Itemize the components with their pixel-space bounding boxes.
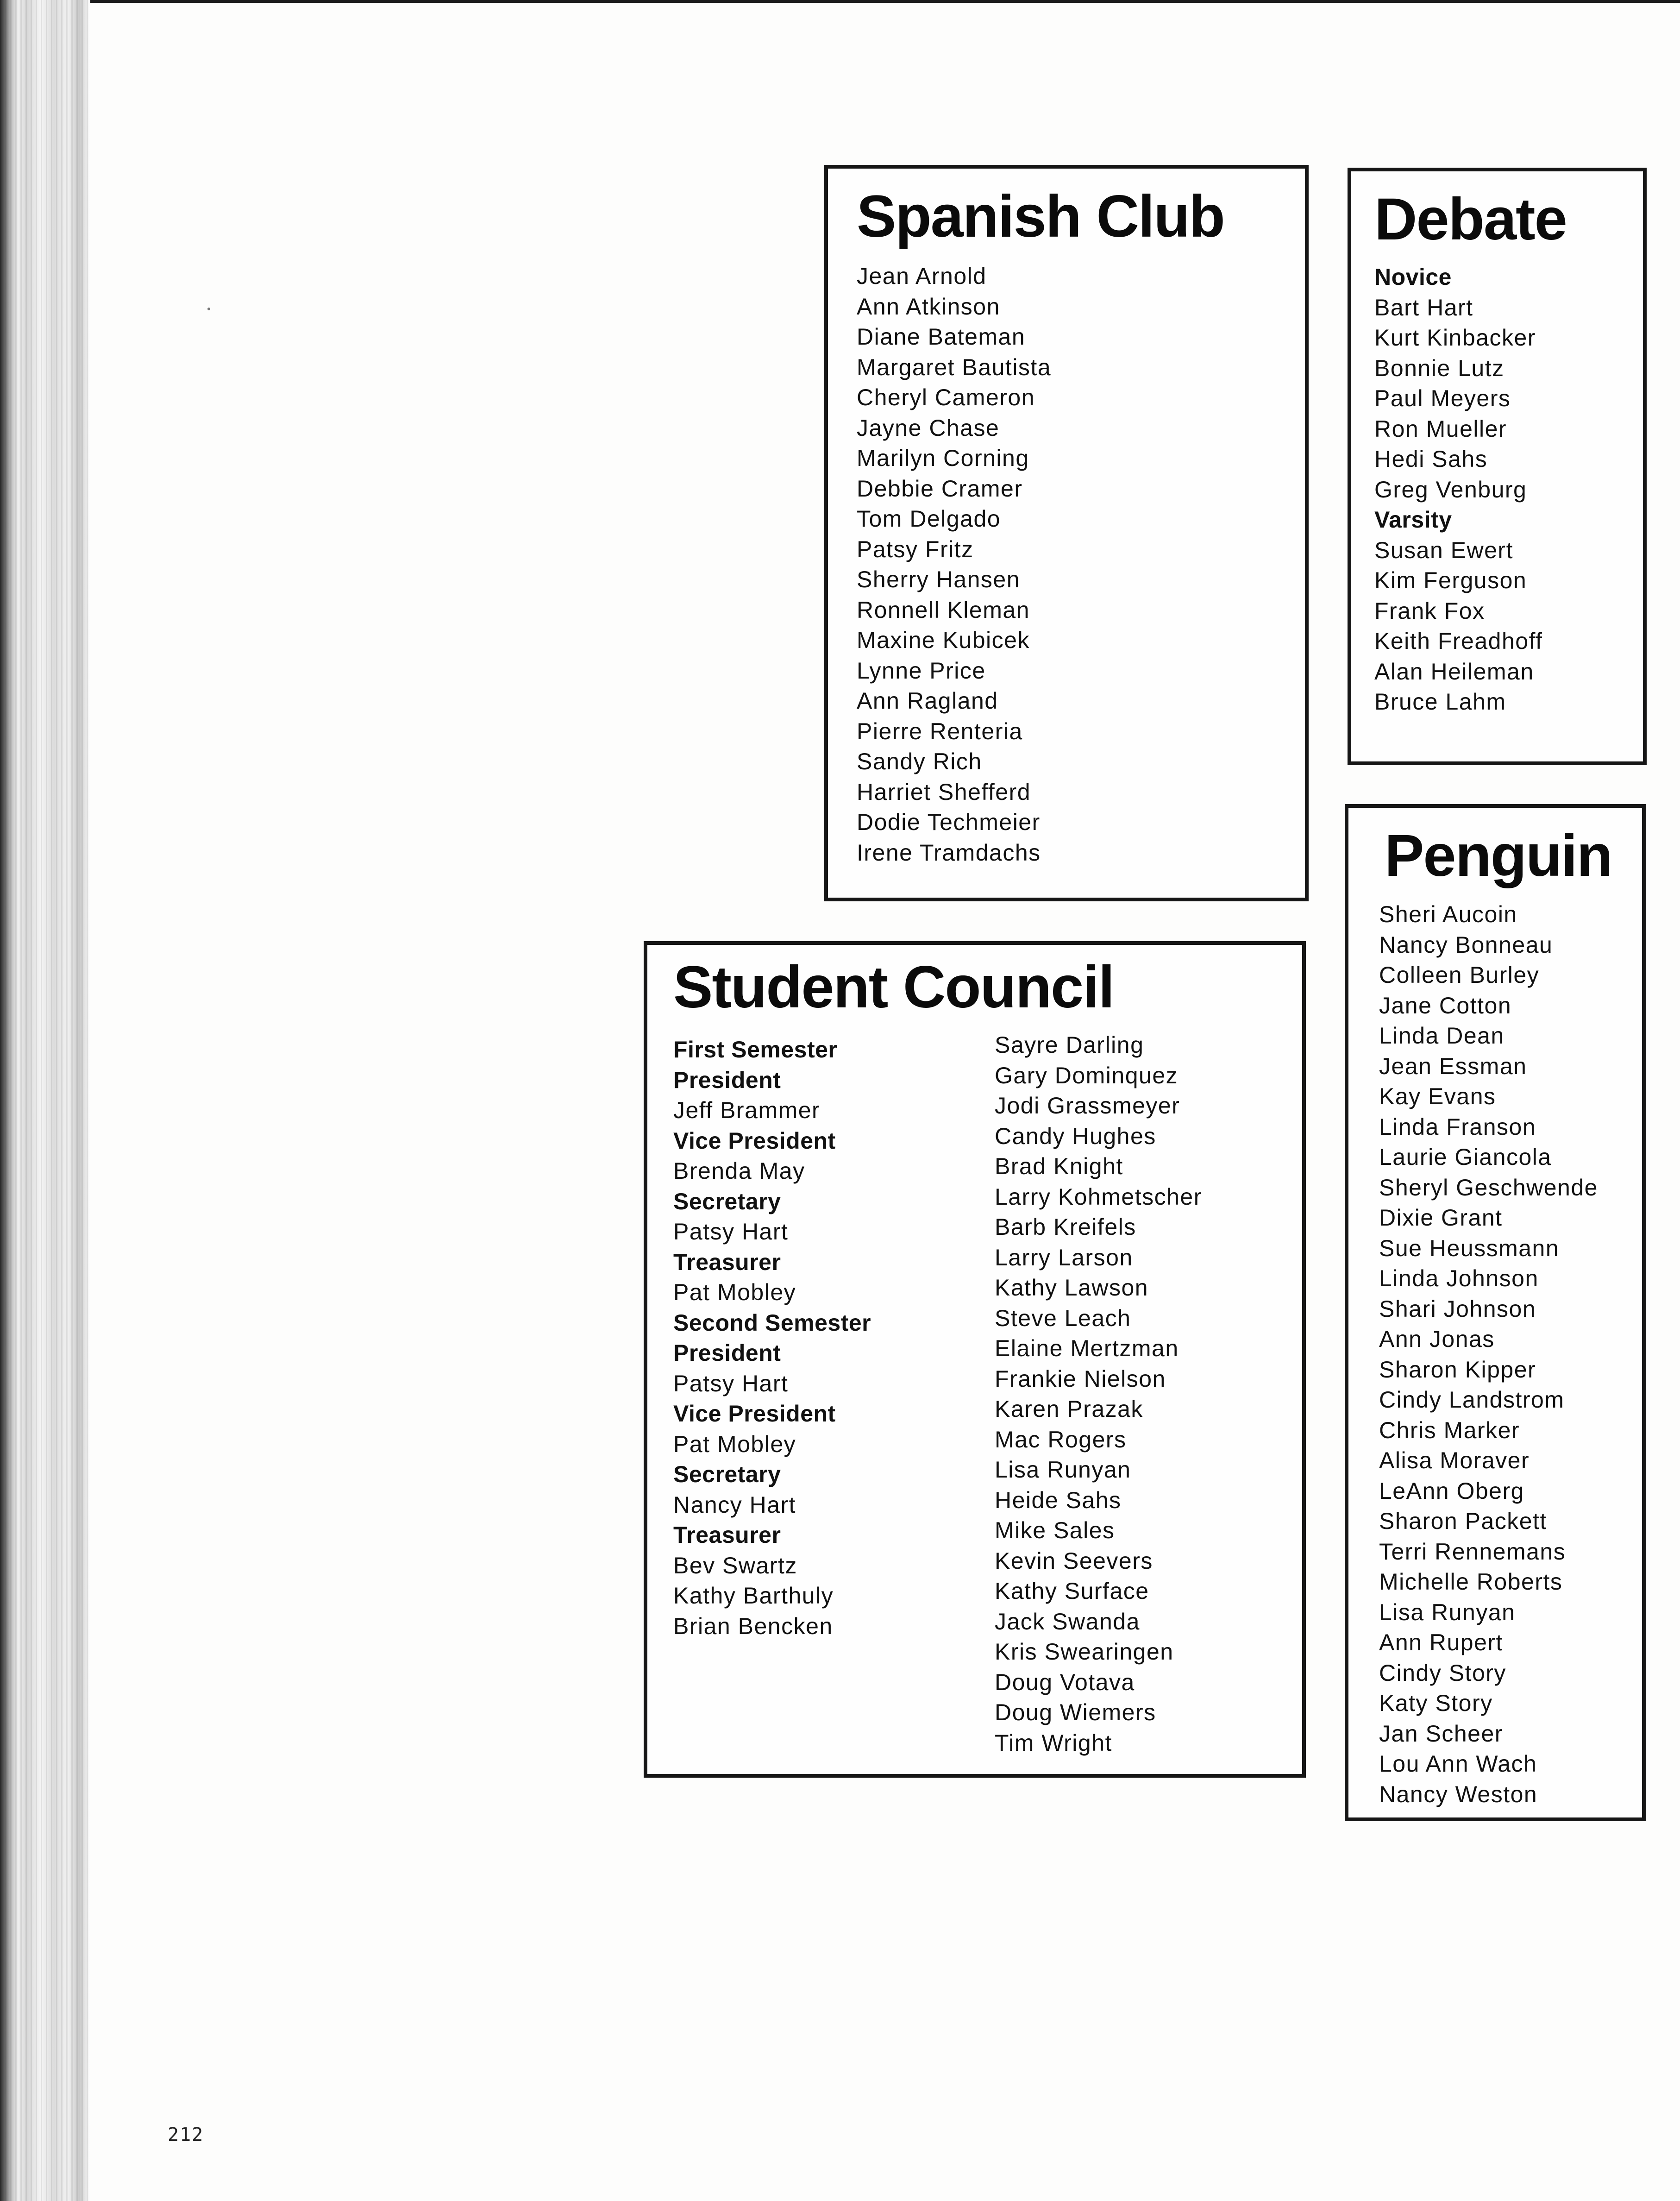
- list-item: Lisa Runyan: [1379, 1599, 1516, 1625]
- list-item: Heide Sahs: [995, 1487, 1122, 1513]
- page-number: 212: [168, 2124, 204, 2145]
- list-item: Debbie Cramer: [857, 475, 1023, 502]
- list-item: Linda Dean: [1379, 1023, 1504, 1049]
- page-top-edge: [0, 0, 1680, 3]
- list-item: Ann Ragland: [857, 688, 998, 714]
- debate-novice-heading: Novice: [1374, 264, 1452, 290]
- list-item: Kay Evans: [1379, 1083, 1496, 1109]
- debate-novice-member: Bart Hart: [1374, 294, 1473, 321]
- list-item: Larry Larson: [995, 1244, 1133, 1270]
- student-council-title: Student Council: [673, 954, 1114, 1020]
- debate-novice-member: Bonnie Lutz: [1374, 355, 1504, 381]
- book-spine-edge: [0, 0, 90, 2201]
- debate-varsity-member: Susan Ewert: [1374, 537, 1513, 563]
- list-item: Frankie Nielson: [995, 1365, 1166, 1392]
- list-item: Candy Hughes: [995, 1123, 1156, 1149]
- list-item: Sharon Packett: [1379, 1508, 1547, 1534]
- student-council-officers-list: [673, 1035, 995, 1641]
- debate-varsity-heading: Varsity: [1374, 507, 1452, 533]
- debate-varsity-member: Frank Fox: [1374, 597, 1485, 624]
- list-item: Katy Story: [1379, 1690, 1493, 1716]
- list-heading: Treasurer: [673, 1249, 781, 1275]
- list-item: Cheryl Cameron: [857, 384, 1035, 410]
- debate-box: [1348, 168, 1647, 765]
- list-item: Maxine Kubicek: [857, 627, 1030, 653]
- list-item: Margaret Bautista: [857, 354, 1052, 380]
- list-item: Tim Wright: [995, 1729, 1112, 1756]
- list-item: Terri Rennemans: [1379, 1538, 1566, 1565]
- debate-varsity-member: Bruce Lahm: [1374, 689, 1506, 715]
- list-heading: Secretary: [673, 1461, 781, 1487]
- list-item: LeAnn Oberg: [1379, 1478, 1524, 1504]
- penguin-box: [1345, 804, 1646, 1821]
- list-item: Chris Marker: [1379, 1417, 1520, 1443]
- debate-varsity-member: Kim Ferguson: [1374, 567, 1527, 593]
- list-item: Kathy Surface: [995, 1578, 1149, 1604]
- debate-list: [1374, 262, 1643, 717]
- student-council-box: [644, 941, 1306, 1778]
- list-item: Bev Swartz: [673, 1552, 797, 1578]
- list-item: Patsy Fritz: [857, 536, 974, 562]
- debate-varsity-member: Alan Heileman: [1374, 658, 1534, 685]
- list-item: Irene Tramdachs: [857, 839, 1041, 866]
- list-item: Barb Kreifels: [995, 1214, 1136, 1240]
- list-item: Ronnell Kleman: [857, 597, 1030, 623]
- list-item: Jane Cotton: [1379, 992, 1512, 1019]
- list-item: Shari Johnson: [1379, 1295, 1536, 1322]
- list-item: Nancy Bonneau: [1379, 931, 1553, 958]
- list-item: Sandy Rich: [857, 748, 982, 774]
- list-item: Steve Leach: [995, 1305, 1131, 1331]
- list-item: Jan Scheer: [1379, 1720, 1503, 1747]
- list-item: Cindy Story: [1379, 1660, 1506, 1686]
- list-item: Doug Wiemers: [995, 1699, 1156, 1725]
- debate-novice-member: Greg Venburg: [1374, 476, 1527, 503]
- list-item: Kevin Seevers: [995, 1547, 1153, 1574]
- list-heading: President: [673, 1340, 781, 1366]
- list-item: Larry Kohmetscher: [995, 1183, 1202, 1210]
- list-item: Nancy Hart: [673, 1491, 796, 1518]
- list-item: Nancy Weston: [1379, 1781, 1538, 1807]
- debate-novice-member: Paul Meyers: [1374, 385, 1511, 411]
- list-item: Dodie Techmeier: [857, 809, 1041, 835]
- list-item: Colleen Burley: [1379, 962, 1540, 988]
- list-item: Linda Johnson: [1379, 1265, 1539, 1291]
- debate-title: Debate: [1374, 186, 1567, 252]
- student-council-columns: [673, 1033, 1302, 1758]
- list-item: Jeff Brammer: [673, 1097, 821, 1123]
- student-council-officers-column: [673, 1033, 995, 1758]
- list-heading: Vice President: [673, 1401, 836, 1427]
- list-item: Jean Arnold: [857, 263, 987, 289]
- penguin-member-list: [1379, 899, 1642, 1810]
- paper-speck: [207, 308, 210, 310]
- list-item: Lisa Runyan: [995, 1457, 1131, 1483]
- list-item: Laurie Giancola: [1379, 1144, 1552, 1170]
- list-item: Pat Mobley: [673, 1279, 796, 1305]
- list-item: Linda Franson: [1379, 1113, 1536, 1140]
- list-item: Jack Swanda: [995, 1608, 1140, 1635]
- list-item: Sheryl Geschwende: [1379, 1174, 1598, 1201]
- list-item: Doug Votava: [995, 1669, 1135, 1695]
- list-item: Cindy Landstrom: [1379, 1387, 1565, 1413]
- debate-varsity-member: Keith Freadhoff: [1374, 628, 1543, 654]
- list-heading: Second Semester: [673, 1309, 871, 1336]
- student-council-members-column: [995, 1033, 1202, 1758]
- list-heading: Treasurer: [673, 1522, 781, 1548]
- list-item: Gary Dominquez: [995, 1062, 1179, 1088]
- list-item: Ann Rupert: [1379, 1629, 1503, 1655]
- list-item: Brian Bencken: [673, 1613, 833, 1639]
- spanish-club-box: [824, 165, 1309, 901]
- debate-novice-member: Hedi Sahs: [1374, 446, 1488, 472]
- list-item: Sherry Hansen: [857, 566, 1020, 592]
- list-item: Jodi Grassmeyer: [995, 1093, 1180, 1119]
- list-item: Ann Jonas: [1379, 1326, 1495, 1352]
- list-item: Dixie Grant: [1379, 1205, 1503, 1231]
- debate-novice-member: Ron Mueller: [1374, 415, 1507, 442]
- list-item: Marilyn Corning: [857, 445, 1029, 471]
- list-item: Ann Atkinson: [857, 293, 1000, 320]
- list-item: Mac Rogers: [995, 1426, 1127, 1453]
- list-item: Kris Swearingen: [995, 1639, 1174, 1665]
- list-item: Brenda May: [673, 1158, 805, 1184]
- list-item: Sharon Kipper: [1379, 1356, 1536, 1383]
- list-item: Sue Heussmann: [1379, 1235, 1560, 1261]
- list-item: Kathy Barthuly: [673, 1583, 834, 1609]
- list-item: Elaine Mertzman: [995, 1335, 1179, 1361]
- spanish-club-title: Spanish Club: [857, 183, 1224, 250]
- debate-novice-member: Kurt Kinbacker: [1374, 325, 1536, 351]
- list-item: Harriet Shefferd: [857, 779, 1031, 805]
- list-item: Kathy Lawson: [995, 1275, 1149, 1301]
- list-item: Pat Mobley: [673, 1431, 796, 1457]
- list-item: Karen Prazak: [995, 1396, 1143, 1422]
- list-item: Michelle Roberts: [1379, 1569, 1563, 1595]
- list-item: Alisa Moraver: [1379, 1447, 1530, 1473]
- list-item: Pierre Renteria: [857, 718, 1023, 744]
- list-item: Jayne Chase: [857, 415, 1000, 441]
- spanish-club-member-list: [857, 261, 1305, 868]
- list-item: Brad Knight: [995, 1153, 1123, 1179]
- list-item: Mike Sales: [995, 1517, 1115, 1543]
- penguin-title: Penguin: [1385, 823, 1612, 889]
- student-council-members-list: [995, 1030, 1202, 1758]
- list-heading: First Semester: [673, 1037, 838, 1063]
- list-heading: Vice President: [673, 1127, 836, 1154]
- list-item: Patsy Hart: [673, 1219, 789, 1245]
- list-item: Lynne Price: [857, 657, 986, 684]
- list-heading: President: [673, 1067, 781, 1093]
- list-item: Patsy Hart: [673, 1370, 789, 1396]
- list-item: Jean Essman: [1379, 1053, 1527, 1079]
- list-item: Diane Bateman: [857, 324, 1026, 350]
- list-heading: Secretary: [673, 1188, 781, 1214]
- list-item: Sheri Aucoin: [1379, 901, 1517, 927]
- list-item: Tom Delgado: [857, 506, 1001, 532]
- list-item: Sayre Darling: [995, 1032, 1144, 1058]
- list-item: Lou Ann Wach: [1379, 1751, 1537, 1777]
